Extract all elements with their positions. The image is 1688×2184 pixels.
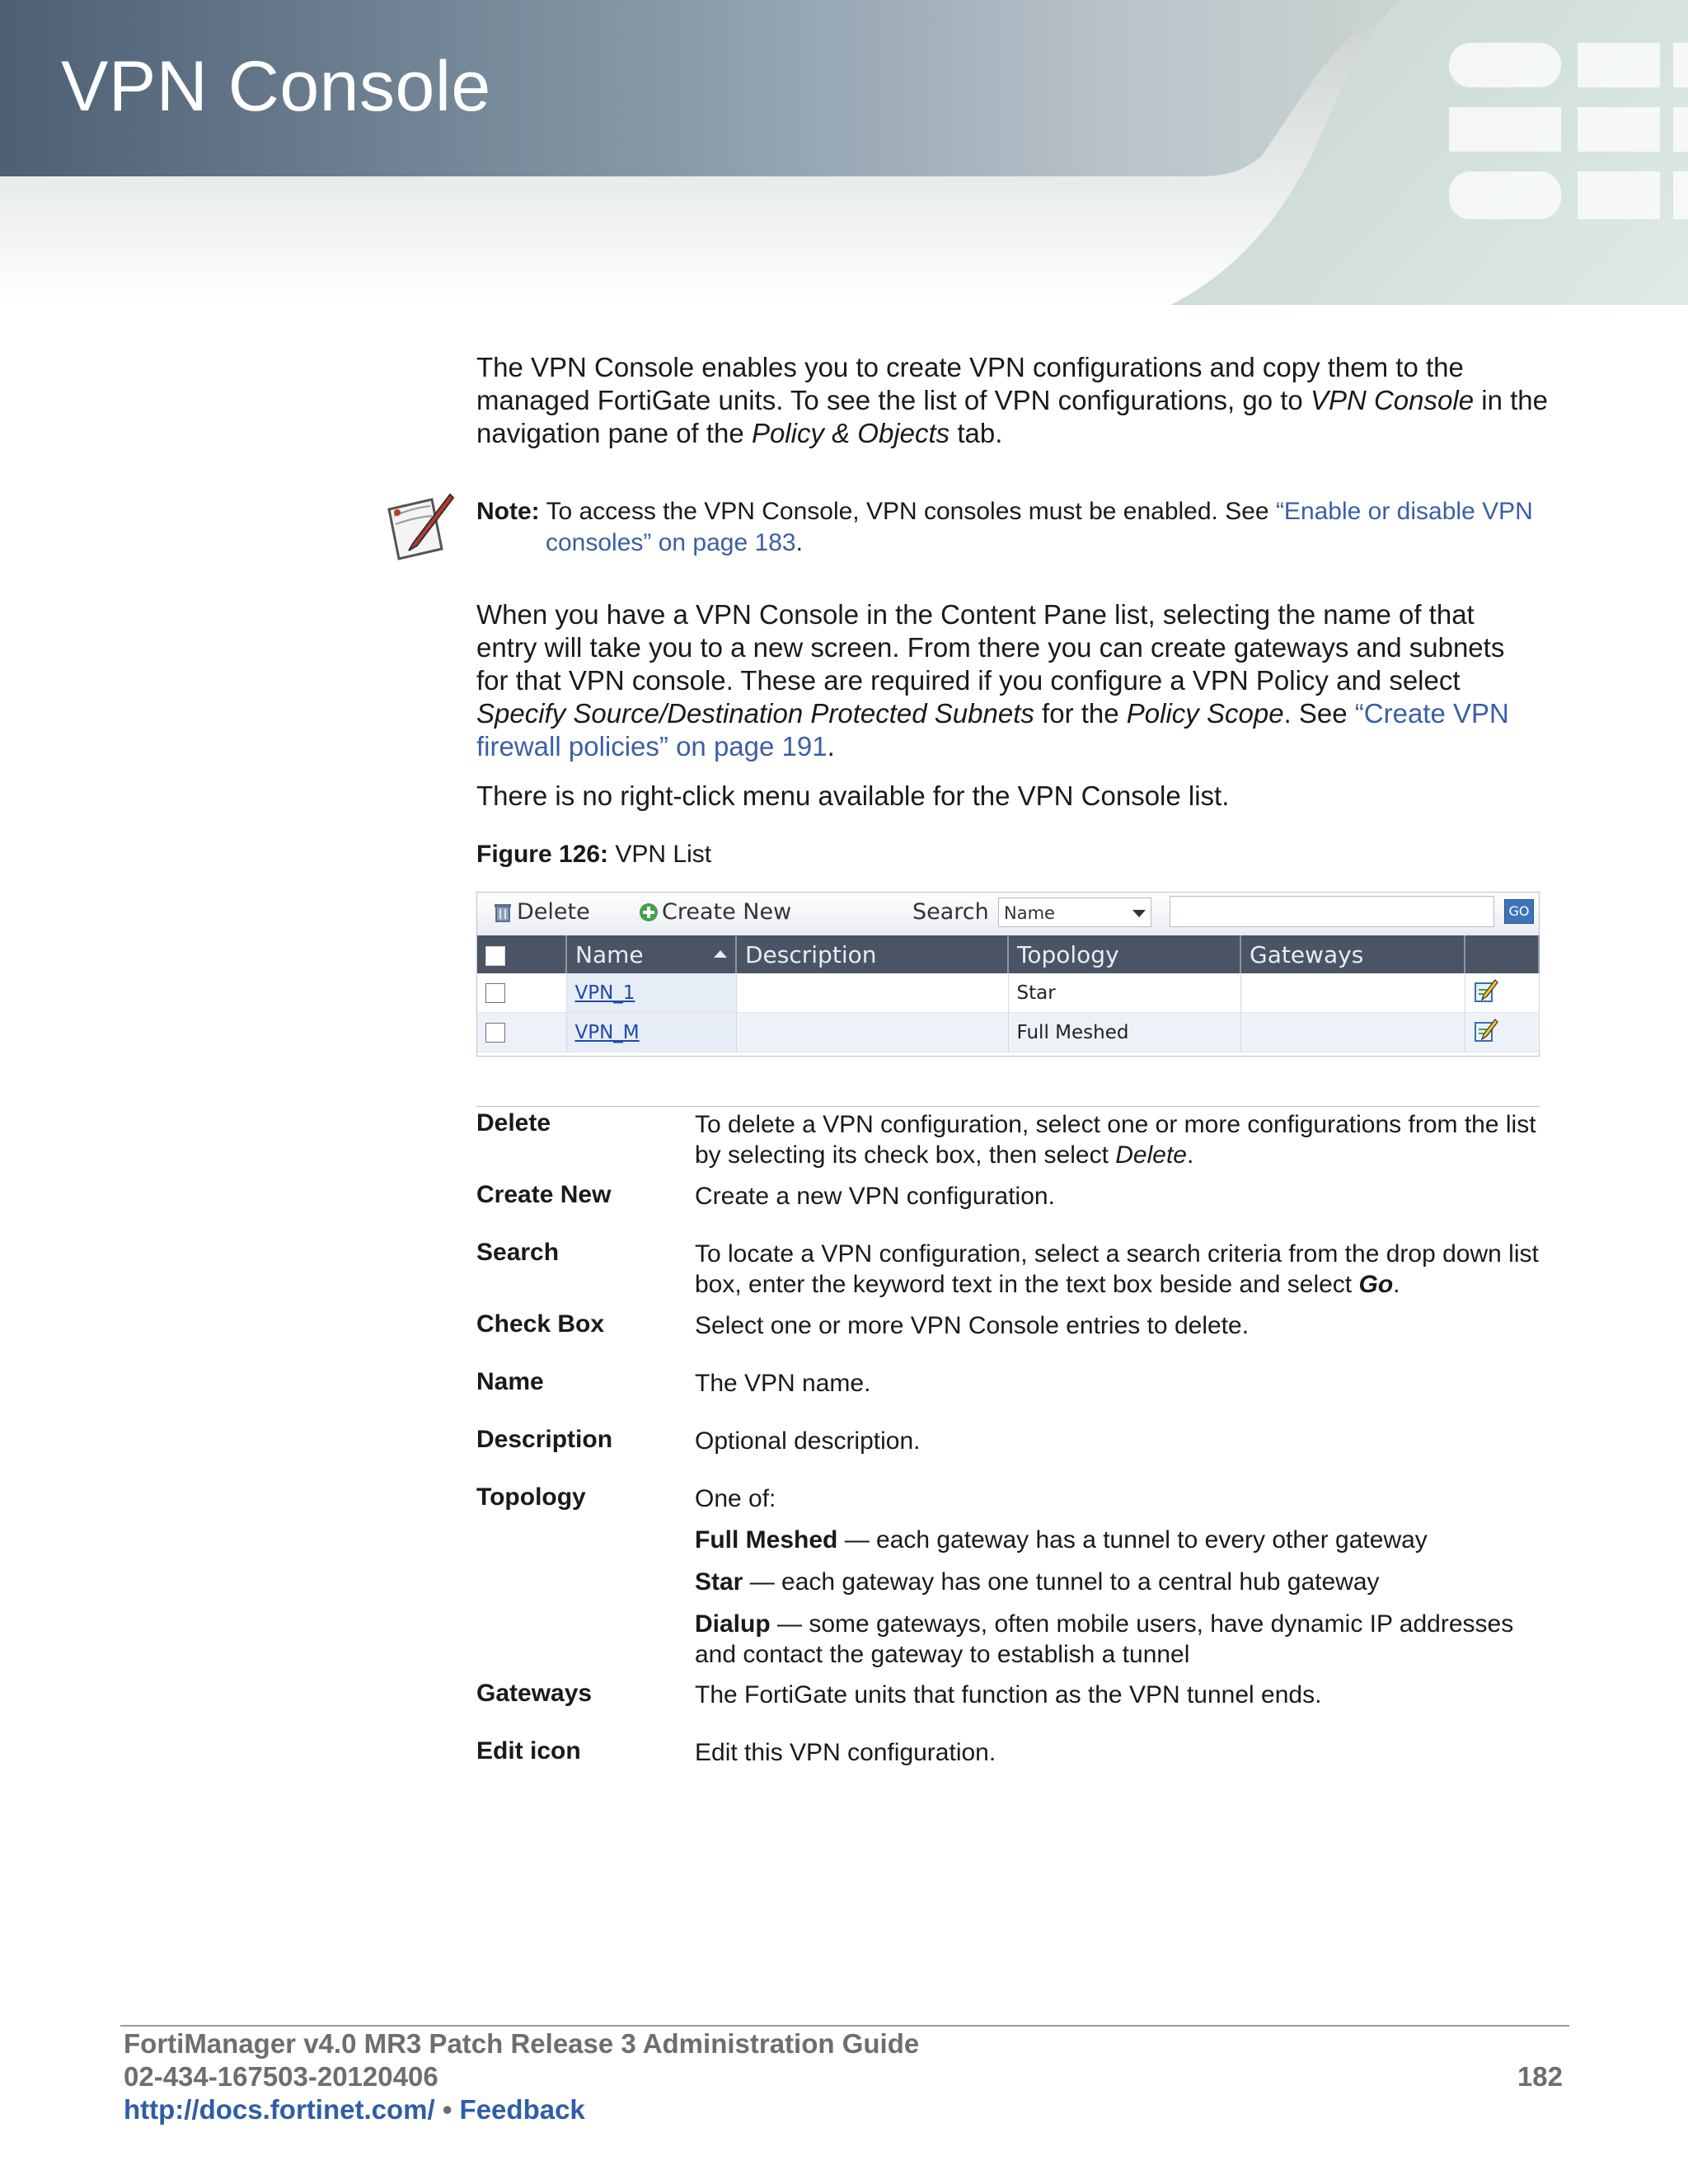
desc-description: Optional description. (695, 1427, 921, 1455)
page-number: 182 (1517, 2061, 1563, 2092)
search-field-select[interactable]: Name (998, 898, 1151, 927)
intro-paragraph: The VPN Console enables you to create VPN configurations and copy them to the managed FortiGate units. To see the list of VPN configurations, go to VPN Console in the navigation pane of the Policy & Objects tab. (476, 352, 1548, 448)
desc-name: The VPN name. (695, 1370, 871, 1397)
trash-icon (494, 902, 512, 922)
gateways-cell (1240, 1013, 1465, 1052)
desc-check-box: Select one or more VPN Console entries to delete. (695, 1312, 1250, 1339)
select-all-checkbox[interactable] (485, 946, 505, 966)
desc-topology-star: Star — each gateway has one tunnel to a central hub gateway (695, 1568, 1380, 1596)
description-cell (736, 973, 1008, 1013)
delete-label: Delete (517, 899, 590, 925)
feedback-link[interactable]: Feedback (459, 2094, 585, 2125)
desc-topology: One of: (695, 1485, 776, 1512)
note-label: Note: (476, 498, 540, 525)
edit-icon[interactable] (1474, 978, 1498, 1003)
delete-button[interactable] (494, 899, 590, 925)
table-row (477, 1013, 1539, 1052)
column-header-topology[interactable]: Topology (1008, 935, 1240, 973)
edit-cell (1465, 973, 1539, 1013)
sort-ascending-icon (714, 950, 727, 958)
edit-cell (1465, 1013, 1539, 1052)
note-block: Note: To access the VPN Console, VPN consoles must be enabled. See “Enable or disable VPN consoles” on page 183. (476, 498, 1533, 556)
vpn-table (477, 935, 1540, 1052)
chevron-down-icon (1132, 910, 1146, 917)
topology-cell: Star (1008, 973, 1240, 1013)
desc-topology-dialup: Dialup — some gateways, often mobile users, have dynamic IP addresses and contact the gateway to establish a tunnel (695, 1610, 1514, 1668)
desc-create-new: Create a new VPN configuration. (695, 1183, 1055, 1210)
description-cell (736, 1013, 1008, 1052)
term-description: Description (476, 1426, 613, 1453)
gateways-cell (1240, 973, 1465, 1013)
table-header-row (477, 935, 1539, 973)
body-paragraph-2: There is no right-click menu available for the VPN Console list. (476, 780, 1230, 811)
create-new-label: Create New (662, 899, 792, 925)
row-select-cell (477, 973, 566, 1013)
search-input[interactable] (1170, 896, 1494, 927)
row-select-cell (477, 1013, 566, 1052)
column-header-description[interactable]: Description (736, 935, 1008, 973)
term-create-new: Create New (476, 1181, 612, 1208)
row-checkbox[interactable] (485, 1023, 505, 1043)
vpn-name-link[interactable]: VPN_M (574, 1021, 640, 1043)
create-new-button[interactable] (639, 899, 791, 925)
edit-icon[interactable] (1474, 1018, 1498, 1043)
name-cell (566, 973, 736, 1013)
page-banner (0, 0, 1688, 305)
desc-edit-icon: Edit this VPN configuration. (695, 1739, 996, 1766)
desc-gateways: The FortiGate units that function as the VPN tunnel ends. (695, 1681, 1322, 1708)
note-link[interactable]: “Enable or disable VPN consoles” on page 183 (546, 498, 1533, 556)
term-edit-icon: Edit icon (476, 1737, 581, 1765)
term-name: Name (476, 1368, 544, 1395)
term-delete: Delete (476, 1109, 551, 1137)
vpn-name-link[interactable]: VPN_1 (574, 982, 635, 1004)
footer-doc-id: 02-434-167503-20120406 (124, 2061, 438, 2092)
footer-links: http://docs.fortinet.com/ • Feedback (124, 2094, 585, 2125)
footer-guide-title: FortiManager v4.0 MR3 Patch Release 3 Administration Guide (124, 2028, 920, 2059)
desc-search: To locate a VPN configuration, select a search criteria from the drop down list box, enter the keyword text in the text box beside and select Go. (695, 1240, 1539, 1298)
chapter-title: VPN Console (61, 47, 491, 126)
list-toolbar (477, 893, 1539, 935)
select-all-header (477, 935, 566, 973)
topology-cell: Full Meshed (1008, 1013, 1240, 1052)
term-topology: Topology (476, 1483, 586, 1511)
vpn-list-figure (476, 892, 1540, 1057)
body-paragraph: When you have a VPN Console in the Content Pane list, selecting the name of that entry will take you to a new screen. From there you can create gateways and subnets for that VPN console. These are required if you configure a VPN Policy and select Specify Source/Destination Protected Subnets for the Policy Scope. See “Create VPN firewall policies” on page 191. (476, 599, 1509, 762)
term-search: Search (476, 1239, 560, 1266)
footer-rule (120, 2025, 1569, 2027)
docs-url-link[interactable]: http://docs.fortinet.com/ (124, 2094, 435, 2125)
column-header-gateways[interactable]: Gateways (1240, 935, 1465, 973)
note-icon (381, 491, 457, 567)
column-header-edit (1465, 935, 1539, 973)
table-rule (476, 1106, 1540, 1107)
go-button[interactable]: GO (1504, 899, 1534, 924)
term-gateways: Gateways (476, 1680, 593, 1707)
figure-caption: Figure 126: VPN List (476, 841, 712, 868)
row-checkbox[interactable] (485, 983, 505, 1003)
term-check-box: Check Box (476, 1310, 605, 1338)
name-cell (566, 1013, 736, 1052)
column-header-name[interactable]: Name (566, 935, 736, 973)
search-label: Search (912, 899, 989, 925)
desc-delete: To delete a VPN configuration, select one or more configurations from the list by selecting its check box, then select Delete. (695, 1111, 1536, 1169)
table-row (477, 973, 1539, 1013)
plus-circle-icon (639, 902, 657, 922)
desc-topology-full-meshed: Full Meshed — each gateway has a tunnel to every other gateway (695, 1526, 1428, 1554)
create-vpn-policies-link[interactable]: “Create VPN firewall policies” on page 191 (476, 698, 1509, 762)
